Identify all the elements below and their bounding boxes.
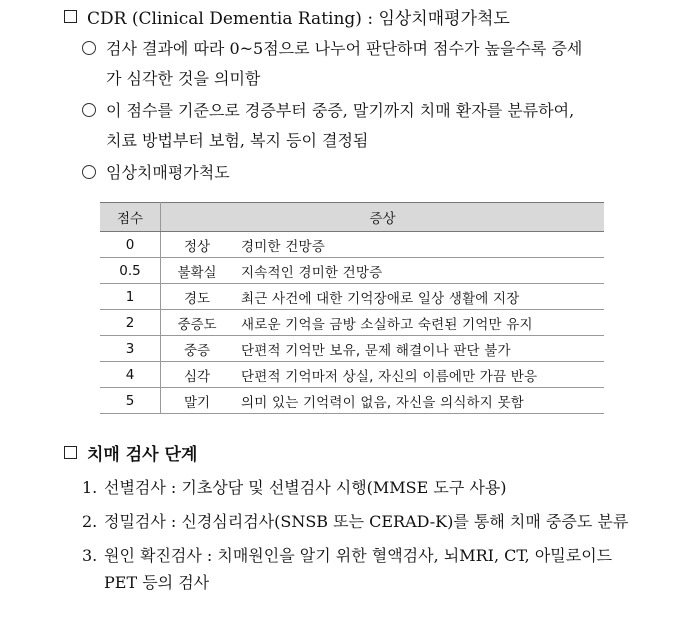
- section-heading-steps: [64, 440, 197, 465]
- bullet-item: [82, 158, 642, 188]
- table-header-row: [100, 203, 604, 232]
- table-row: [100, 258, 604, 284]
- circle-bullet-icon: [82, 165, 96, 179]
- cell-description: 단편적 기억만 보유, 문제 해결이나 판단 불가: [233, 336, 604, 362]
- bullet-text: 이 점수를 기준으로 경증부터 중증, 말기까지 치매 환자를 분류하여,: [106, 101, 575, 120]
- circle-bullet-icon: [82, 41, 96, 55]
- cell-description: 단편적 기억마저 상실, 자신의 이름에만 가끔 반응: [233, 362, 604, 388]
- table-row: [100, 336, 604, 362]
- bullet-text-continued: 가 심각한 것을 의미함: [106, 69, 261, 88]
- cell-score: 3: [100, 336, 161, 362]
- table-row: [100, 232, 604, 258]
- step-item: [82, 474, 642, 501]
- cell-level: 말기: [161, 388, 234, 414]
- section-title: 치매 검사 단계: [87, 445, 198, 465]
- table-row: [100, 362, 604, 388]
- bullet-item: [82, 96, 642, 156]
- bullet-text-continued: 치료 방법부터 보험, 복지 등이 결정됨: [106, 131, 369, 150]
- cell-level: 심각: [161, 362, 234, 388]
- step-number: 2.: [82, 512, 98, 531]
- cell-level: 중증: [161, 336, 234, 362]
- step-text: 정밀검사 : 신경심리검사(SNSB 또는 CERAD-K)를 통해 치매 중증도 분류: [104, 512, 629, 531]
- cdr-table: [100, 202, 604, 414]
- bullet-text: 임상치매평가척도: [106, 163, 230, 182]
- step-text-continued: PET 등의 검사: [104, 573, 210, 592]
- checkbox-square-icon: [64, 10, 77, 23]
- cell-score: 5: [100, 388, 161, 414]
- step-number: 1.: [82, 478, 98, 497]
- bullet-text: 검사 결과에 따라 0~5점으로 나누어 판단하며 점수가 높을수록 증세: [106, 39, 583, 58]
- cell-score: 2: [100, 310, 161, 336]
- table-row: [100, 388, 604, 414]
- step-number: 3.: [82, 546, 98, 565]
- cell-description: 지속적인 경미한 건망증: [233, 258, 604, 284]
- cell-score: 1: [100, 284, 161, 310]
- cell-description: 최근 사건에 대한 기억장애로 일상 생활에 지장: [233, 284, 604, 310]
- cell-description: 의미 있는 기억력이 없음, 자신을 의식하지 못함: [233, 388, 604, 414]
- cell-description: 새로운 기억을 금방 소실하고 숙련된 기억만 유지: [233, 310, 604, 336]
- step-text: 원인 확진검사 : 치매원인을 알기 위한 혈액검사, 뇌MRI, CT, 아밀로이드: [104, 546, 613, 565]
- section-title: CDR (Clinical Dementia Rating) : 임상치매평가척도: [87, 9, 510, 29]
- cell-level: 중증도: [161, 310, 234, 336]
- section-heading-cdr: [64, 4, 510, 29]
- cell-score: 4: [100, 362, 161, 388]
- cell-description: 경미한 건망증: [233, 232, 604, 258]
- step-text: 선별검사 : 기초상담 및 선별검사 시행(MMSE 도구 사용): [104, 478, 507, 497]
- table-row: [100, 310, 604, 336]
- cell-level: 경도: [161, 284, 234, 310]
- table-row: [100, 284, 604, 310]
- cell-level: 정상: [161, 232, 234, 258]
- column-header-score: 점수: [100, 203, 161, 232]
- circle-bullet-icon: [82, 103, 96, 117]
- bullet-item: [82, 34, 642, 94]
- cell-score: 0: [100, 232, 161, 258]
- step-item: [82, 508, 642, 535]
- cell-level: 불확실: [161, 258, 234, 284]
- step-item: [82, 542, 642, 596]
- column-header-symptom: 증상: [161, 203, 605, 232]
- cell-score: 0.5: [100, 258, 161, 284]
- checkbox-square-icon: [64, 446, 77, 459]
